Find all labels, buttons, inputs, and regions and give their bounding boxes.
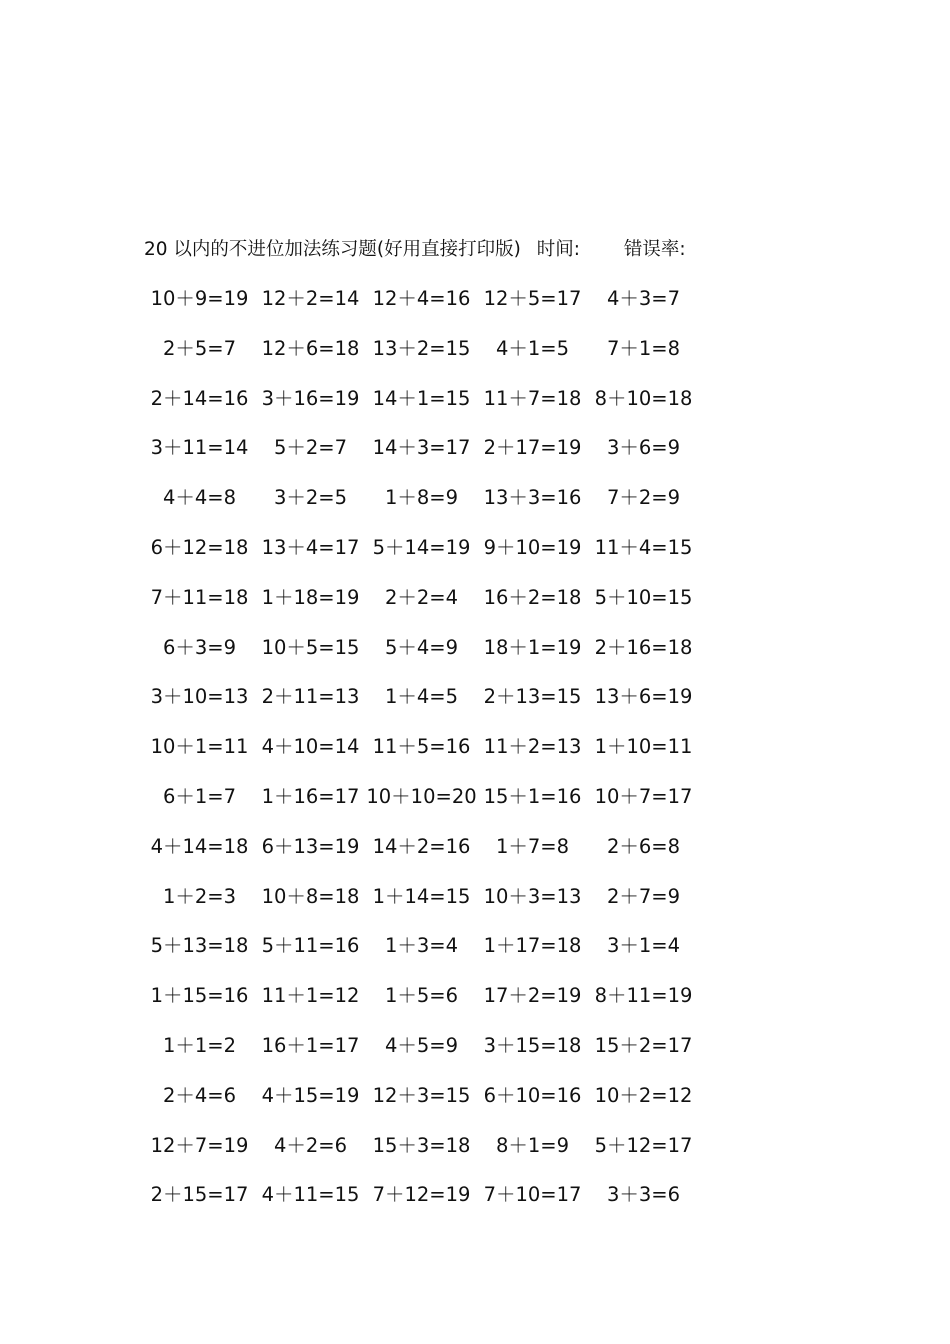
problem-row [144, 1081, 724, 1131]
addition-problem: 3＋10=13 [150, 685, 249, 709]
problem-row [144, 384, 724, 434]
addition-problem: 2＋6=8 [606, 834, 681, 858]
addition-problem: 1＋14=15 [372, 884, 471, 908]
problem-row [144, 1031, 724, 1081]
addition-problem: 1＋2=3 [162, 884, 237, 908]
addition-problem: 4＋3=7 [606, 287, 681, 310]
addition-problem: 8＋11=19 [594, 984, 693, 1008]
time-label: 时间: [536, 239, 580, 260]
addition-problem: 2＋13=15 [483, 685, 582, 709]
addition-problem: 14＋1=15 [372, 386, 471, 410]
addition-problem: 6＋12=18 [150, 535, 249, 559]
addition-problem: 5＋12=17 [594, 1133, 693, 1157]
addition-problem: 12＋5=17 [483, 287, 582, 310]
addition-problem: 7＋10=17 [483, 1183, 582, 1207]
addition-problem: 8＋10=18 [594, 386, 693, 410]
addition-problem: 2＋2=4 [384, 585, 459, 609]
addition-problem: 10＋9=19 [150, 287, 249, 310]
addition-problem: 2＋15=17 [150, 1183, 249, 1207]
addition-problem: 4＋4=8 [162, 486, 237, 510]
addition-problem: 3＋1=4 [606, 934, 681, 958]
addition-problem: 12＋4=16 [372, 287, 471, 310]
problem-row [144, 832, 724, 882]
addition-problem: 15＋3=18 [372, 1133, 471, 1157]
addition-problem: 1＋17=18 [483, 934, 582, 958]
problem-row [144, 433, 724, 483]
addition-problem: 3＋11=14 [150, 436, 249, 460]
addition-problem: 3＋3=6 [606, 1183, 681, 1207]
addition-problem: 6＋13=19 [261, 834, 360, 858]
addition-problem: 13＋2=15 [372, 336, 471, 360]
addition-problem: 1＋10=11 [594, 735, 693, 759]
addition-problem: 5＋2=7 [273, 436, 348, 460]
addition-problem: 11＋1=12 [261, 984, 360, 1008]
addition-problem: 10＋7=17 [594, 784, 693, 808]
problem-row [144, 882, 724, 932]
addition-problem: 12＋6=18 [261, 336, 360, 360]
addition-problem: 11＋2=13 [483, 735, 582, 759]
addition-problem: 2＋16=18 [594, 635, 693, 659]
addition-problem: 5＋13=18 [150, 934, 249, 958]
addition-problem: 2＋7=9 [606, 884, 681, 908]
worksheet-title: 20 以内的不进位加法练习题(好用直接打印版) [144, 239, 521, 260]
addition-problem: 4＋14=18 [150, 834, 249, 858]
addition-problem: 11＋4=15 [594, 535, 693, 559]
worksheet-header [144, 236, 686, 264]
addition-problem: 10＋2=12 [594, 1083, 693, 1107]
addition-problem: 11＋7=18 [483, 386, 582, 410]
addition-problem: 12＋2=14 [261, 287, 360, 310]
addition-problem: 5＋4=9 [384, 635, 459, 659]
addition-problem: 2＋4=6 [162, 1083, 237, 1107]
problem-row [144, 732, 724, 782]
addition-problem: 1＋15=16 [150, 984, 249, 1008]
addition-problem: 4＋5=9 [384, 1033, 459, 1057]
problem-row [144, 682, 724, 732]
problem-row [144, 1180, 724, 1230]
addition-problem: 18＋1=19 [483, 635, 582, 659]
addition-problem: 1＋7=8 [495, 834, 570, 858]
problem-row [144, 1131, 724, 1181]
addition-problem: 7＋1=8 [606, 336, 681, 360]
addition-problem: 4＋11=15 [261, 1183, 360, 1207]
addition-problem: 3＋15=18 [483, 1033, 582, 1057]
addition-problem: 7＋12=19 [372, 1183, 471, 1207]
problem-row [144, 931, 724, 981]
addition-problem: 7＋11=18 [150, 585, 249, 609]
addition-problem: 6＋1=7 [162, 784, 237, 808]
addition-problem: 4＋10=14 [261, 735, 360, 759]
addition-problem: 6＋3=9 [162, 635, 237, 659]
addition-problem: 1＋3=4 [384, 934, 459, 958]
addition-problem: 1＋4=5 [384, 685, 459, 709]
addition-problem: 15＋1=16 [483, 784, 582, 808]
problem-row [144, 334, 724, 384]
addition-problem: 8＋1=9 [495, 1133, 570, 1157]
addition-problem: 1＋18=19 [261, 585, 360, 609]
problem-row [144, 583, 724, 633]
addition-problem: 4＋1=5 [495, 336, 570, 360]
addition-problem: 1＋1=2 [162, 1033, 237, 1057]
addition-problem: 2＋14=16 [150, 386, 249, 410]
addition-problem: 10＋1=11 [150, 735, 249, 759]
addition-problem: 17＋2=19 [483, 984, 582, 1008]
problem-row [144, 782, 724, 832]
addition-problem: 4＋15=19 [261, 1083, 360, 1107]
addition-problem: 10＋3=13 [483, 884, 582, 908]
addition-problem: 1＋16=17 [261, 784, 360, 808]
problem-row [144, 533, 724, 583]
addition-problem: 16＋1=17 [261, 1033, 360, 1057]
addition-problem: 5＋14=19 [372, 535, 471, 559]
addition-problem: 13＋6=19 [594, 685, 693, 709]
addition-problem: 1＋8=9 [384, 486, 459, 510]
addition-problem: 10＋10=20 [366, 784, 477, 808]
addition-problem: 11＋5=16 [372, 735, 471, 759]
addition-problem: 4＋2=6 [273, 1133, 348, 1157]
addition-problem: 12＋3=15 [372, 1083, 471, 1107]
addition-problem: 5＋10=15 [594, 585, 693, 609]
addition-problem: 3＋6=9 [606, 436, 681, 460]
addition-problem: 16＋2=18 [483, 585, 582, 609]
addition-problem: 7＋2=9 [606, 486, 681, 510]
addition-problem: 9＋10=19 [483, 535, 582, 559]
problem-row [144, 633, 724, 683]
problem-row [144, 284, 724, 334]
addition-problem: 3＋2=5 [273, 486, 348, 510]
addition-problem: 14＋2=16 [372, 834, 471, 858]
addition-problem: 14＋3=17 [372, 436, 471, 460]
addition-problem: 2＋17=19 [483, 436, 582, 460]
addition-problem: 10＋8=18 [261, 884, 360, 908]
addition-problem: 10＋5=15 [261, 635, 360, 659]
error-rate-label: 错误率: [623, 239, 686, 260]
addition-problem: 2＋5=7 [162, 336, 237, 360]
addition-problem: 6＋10=16 [483, 1083, 582, 1107]
addition-problem: 13＋4=17 [261, 535, 360, 559]
problem-row [144, 483, 724, 533]
addition-problem: 13＋3=16 [483, 486, 582, 510]
addition-problem: 1＋5=6 [384, 984, 459, 1008]
problem-row [144, 981, 724, 1031]
addition-problem: 12＋7=19 [150, 1133, 249, 1157]
problem-grid [144, 284, 724, 1230]
addition-problem: 5＋11=16 [261, 934, 360, 958]
addition-problem: 2＋11=13 [261, 685, 360, 709]
addition-problem: 3＋16=19 [261, 386, 360, 410]
addition-problem: 15＋2=17 [594, 1033, 693, 1057]
